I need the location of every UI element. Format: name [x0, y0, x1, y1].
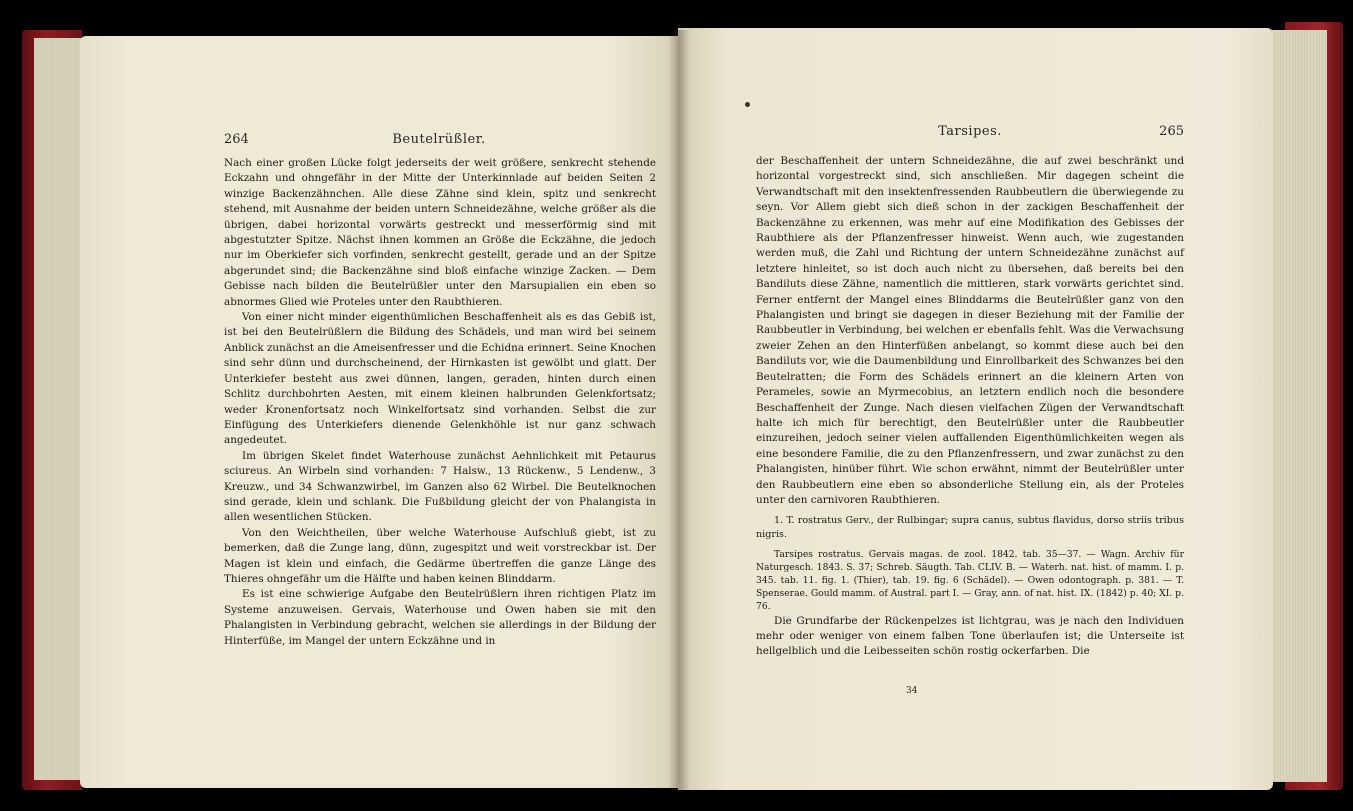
right-page — [678, 28, 1273, 790]
paragraph: Die Grundfarbe der Rückenpelzes ist lichtgrau, was je nach den Individuen mehr oder weniger von einem falben Tone überlaufen ist; die Unterseite ist hellgelblich und die Leibesseiten schön rostig ockerfarben. Die — [756, 614, 1184, 658]
paragraph: Im übrigen Skelet findet Waterhouse zunächst Aehnlichkeit mit Petaurus sciureus. An Wirbeln sind vorhanden: 7 Halsw., 13 Rückenw., 5 Lendenw., 3 Kreuzw., und 34 Schwanzwirbel, im Ganzen also 62 Wirbel. Die Beutelknochen sind gerade, klein und schlank. Die Fußbildung gleicht der von Phalangista in allen wesentlichen Stücken. — [224, 449, 656, 524]
left-page-body — [224, 156, 656, 649]
paragraph: Von den Weichtheilen, über welche Waterhouse Aufschluß giebt, ist zu bemerken, daß die Zunge lang, dünn, zugespitzt und weit vorstreckbar ist. Der Magen ist klein und einfach, die Gedärme übertreffen die ganze Länge des Thieres ohngefähr um die Hälfte und haben keinen Blinddarm. — [224, 526, 656, 585]
book-gutter — [668, 30, 690, 790]
paragraph: Von einer nicht minder eigenthümlichen Beschaffenheit als es das Gebiß ist, ist bei den Beutelrüßlern die Bildung des Schädels, und man wird bei seinem Anblick zunächst an die Ameisenfresser und die Echidna erinnert. Seine Knochen sind sehr dünn und durchscheinend, der Hirnkasten ist gewölbt und glatt. Der Unterkiefer besteht aus zwei dünnen, langen, geraden, hinten durch einen Schlitz durchbohrten Aesten, mit einem kleinen halbrunden Gelenkfortsatz; weder Kronenfortsatz noch Winkelfortsatz sind vorhanden. Selbst die zur Einfügung des Unterkiefers dienende Gelenkhöhle ist nur ganz schwach angedeutet. — [224, 311, 656, 447]
left-page — [80, 36, 678, 788]
right-page-body — [756, 154, 1184, 660]
species-heading: 1. T. rostratus Gerv., der Rulbingar; supra canus, subtus flavidus, dorso striis tribus nigris. — [756, 515, 1184, 540]
page-edges-right — [1267, 30, 1327, 782]
paragraph: Nach einer großen Lücke folgt jederseits der weit größere, senkrecht stehende Eckzahn und ohngefähr in der Mitte der Unterkinnlade auf beiden Seiten 2 winzige Backenzähnchen. Alle diese Zähne sind klein, spitz und senkrecht stehend, mit Ausnahme der beiden untern Schneidezähne, welche größer als die übrigen, dabei horizontal vorwärts gestreckt und messerförmig sind mit abgestutzter Spitze. Nächst ihnen kommen an Größe die Eckzähne, die jedoch nur im Oberkiefer sich vorfinden, senkrecht gestellt, gerade und an der Spitze abgerundet sind; die Backenzähne sind bloß einfache winzige Zacken. — Dem Gebisse nach bilden die Beutelrüßler unter den Marsupialien ein eben so abnormes Glied wie Proteles unter den Raubthieren. — [224, 157, 656, 308]
signature-mark: 34 — [906, 686, 918, 696]
page-number: 265 — [1159, 124, 1184, 139]
paragraph: Es ist eine schwierige Aufgabe den Beutelrüßlern ihren richtigen Platz im Systeme anzuweisen. Gervais, Waterhouse und Owen haben sie mit den Phalangisten in Verbindung gebracht, welchen sie allerdings in der Bildung der Hinterfüße, im Mangel der untern Eckzähne und in — [224, 588, 656, 647]
ink-speck — [744, 101, 750, 107]
paragraph: der Beschaffenheit der untern Schneidezähne, die auf zwei beschränkt und horizontal vorgestreckt sind, sich anschließen. Mir dagegen scheint die Verwandtschaft mit den insektenfressenden Raubbeutlern die überwiegende zu seyn. Vor Allem giebt sich dieß schon in der zackigen Beschaffenheit der Backenzähne zu erkennen, was mehr auf eine Modifikation des Gebisses der Raubthiere als der Pflanzenfresser hinweist. Wenn auch, wie zugestanden werden muß, die Zahl und Richtung der untern Schneidezähne zunächst auf letztere hinleitet, so ist doch auch nicht zu übersehen, daß bereits bei den Bandiluts diese Zähne, namentlich die mittleren, stark vorwärts gerichtet sind. Ferner entfernt der Mangel eines Blinddarms die Beutelrüßler ganz von den Phalangisten und bringt sie dagegen in dieser Beziehung mit der Familie der Raubbeutler in Verbindung, bei welchen er ebenfalls fehlt. Was die Verwachsung zweier Zehen an den Hinterfüßen anbelangt, so kommt diese auch bei den Bandiluts vor, wie die Daumenbildung und Einrollbarkeit des Schwanzes bei den Beutelratten; die Form des Schädels erinnert an die kleinern Arten von Perameles, sowie an Myrmecobius, an letztern endlich noch die besondere Beschaffenheit der Zunge. Nach diesen vielfachen Zügen der Verwandtschaft halte ich mich für berechtigt, den Beutelrüßler unter die Raubbeutler einzureihen, jedoch seiner vielen auffallenden Eigenthümlichkeiten wegen als eine besondere Familie, die zu den Pflanzenfressern, und zwar zunächst zu den Phalangisten, hinüber führt. Wie schon erwähnt, nimmt der Beutelrüßler unter den Raubbeutlern eine eben so absonderliche Stellung ein, als der Proteles unter den carnivoren Raubthieren. — [756, 155, 1184, 506]
running-title: Tarsipes. — [938, 124, 1002, 139]
running-title: Beutelrüßler. — [392, 132, 486, 147]
species-references: Tarsipes rostratus. Gervais magas. de zool. 1842. tab. 35—37. — Wagn. Archiv für Naturgesch. 1843. S. 37; Schreb. Säugth. Tab. CLIV. B. — Waterh. nat. hist. of mamm. I. p. 345. tab. 11. fig. 1. (Thier), tab. 19. fig. 6 (Schädel). — Owen odontograph. p. 381. — T. Spenserae. Gould mamm. of Austral. part I. — Gray, ann. of nat. hist. IX. (1842) p. 40; XI. p. 76. — [756, 548, 1184, 613]
page-number: 264 — [224, 132, 249, 147]
